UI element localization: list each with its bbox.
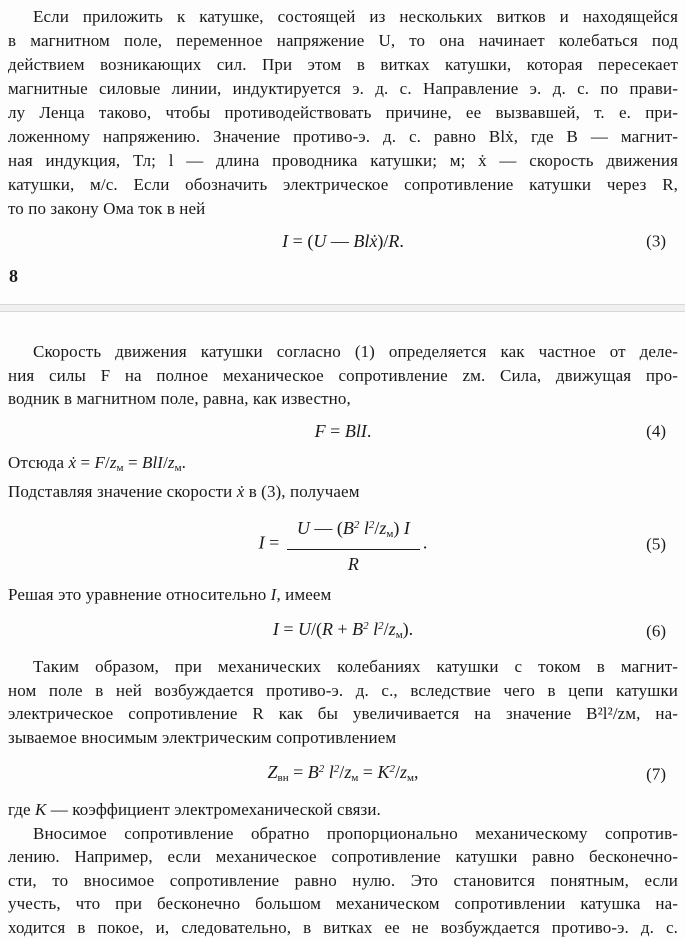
math-variable: Blẋ — [353, 231, 377, 251]
math-variable: BlI — [142, 453, 163, 472]
formula-5-number: (5) — [646, 536, 666, 553]
formula-3-number: (3) — [646, 233, 666, 250]
math-text: , имеем — [276, 585, 331, 604]
math-text: м — [396, 629, 403, 641]
formula-row-6 — [8, 613, 678, 648]
formula-4-number: (4) — [646, 422, 666, 439]
math-text: 2 — [369, 519, 375, 531]
math-variable: I — [404, 518, 410, 538]
math-text: / — [339, 762, 344, 782]
math-text: / — [395, 762, 400, 782]
math-variable: R — [348, 554, 359, 574]
math-variable: B — [343, 518, 354, 538]
math-text: = — [279, 619, 298, 639]
math-text: + — [333, 619, 352, 639]
text-line: ном поле в ней возбуждается противо-э. д. с., вследствие чего в цепи катушки — [8, 679, 678, 703]
math-text: Отсюда — [8, 453, 68, 472]
math-text: )/ — [377, 231, 388, 251]
math-variable: Z — [268, 762, 278, 782]
page-number: 8 — [9, 266, 678, 287]
text-line: ложенному напряжению. Значение противо-э. д. с. равно Blẋ, где B — магнит- — [8, 125, 678, 149]
fraction — [287, 512, 420, 577]
math-variable: BlI — [345, 421, 367, 441]
math-variable: ẋ — [68, 453, 76, 472]
math-text: ). — [403, 619, 414, 639]
text-line: лу Ленца таково, чтобы противодействовать причине, ее вызвавшей, т. е. при- — [8, 101, 678, 125]
text-line: ния силы F на полное механическое сопротивление zм. Сила, движущая про- — [8, 364, 678, 388]
formula-5 — [259, 512, 428, 577]
formula-row-4 — [8, 418, 678, 444]
text-line-gde-k — [8, 798, 678, 822]
math-variable: z — [389, 619, 396, 639]
math-variable: I — [259, 532, 265, 552]
math-text: = — [358, 762, 377, 782]
math-text: — ( — [310, 518, 343, 538]
math-variable: F — [95, 453, 105, 472]
math-text: / — [384, 619, 389, 639]
formula-7 — [268, 756, 419, 791]
text-line: электрическое сопротивление R как бы увеличивается на значение B²l²/zм, на- — [8, 702, 678, 726]
math-text: = — [124, 453, 142, 472]
text-line: то по закону Ома ток в ней — [8, 197, 678, 221]
math-variable: z — [400, 762, 407, 782]
text-line: зываемое вносимым электрическим сопротивлением — [8, 726, 678, 750]
math-text: м — [175, 462, 182, 474]
text-line-otsyuda — [8, 451, 678, 481]
math-variable: z — [168, 453, 175, 472]
math-text: — коэффициент электромеханической связи. — [46, 800, 380, 819]
formula-4 — [315, 418, 372, 444]
math-variable: I — [282, 231, 288, 251]
math-variable: I — [273, 619, 279, 639]
fraction-denominator — [287, 550, 420, 577]
text-line: действием возникающих сил. При этом в витках катушки, которая пересекает — [8, 53, 678, 77]
text-line: сти, то вносимое сопротивление равно нулю. Это становится понятным, если — [8, 869, 678, 893]
math-text: = — [326, 421, 345, 441]
text-line: учесть, что при бесконечно большом механическом сопротивлении катушка на- — [8, 892, 678, 916]
math-text: Подставляя значение скорости — [8, 482, 237, 501]
paragraph-intro — [8, 5, 678, 221]
math-variable: R — [322, 619, 333, 639]
math-variable: l — [373, 619, 378, 639]
math-variable: l — [329, 762, 334, 782]
math-variable: B — [352, 619, 363, 639]
math-text: 2 — [319, 763, 325, 775]
math-text: м — [386, 528, 393, 540]
math-text: . — [423, 532, 428, 552]
math-variable: z — [379, 518, 386, 538]
math-variable: U — [313, 231, 326, 251]
formula-row-7 — [8, 756, 678, 791]
paragraph-takim-obrazom — [8, 655, 678, 749]
text-line: Скорость движения катушки согласно (1) определяется как частное от деле- — [8, 340, 678, 364]
math-variable: ẋ — [237, 482, 245, 501]
text-line: Вносимое сопротивление обратно пропорционально механическому сопротив- — [8, 822, 678, 846]
fraction-numerator — [287, 512, 420, 550]
math-text: . — [367, 421, 372, 441]
math-text: м — [407, 772, 414, 784]
math-variable: z — [344, 762, 351, 782]
math-text: — — [326, 231, 353, 251]
paragraph-vnosimoe — [8, 822, 678, 939]
math-variable: l — [364, 518, 369, 538]
math-text: 2 — [389, 763, 395, 775]
math-text: в (3), получаем — [244, 482, 359, 501]
text-line: в магнитном поле, переменное напряжение U, то она начинает колебаться под — [8, 29, 678, 53]
formula-7-number: (7) — [646, 765, 666, 782]
math-text: м — [351, 772, 358, 784]
text-line: ходится в покое, и, следовательно, в витках ее не возбуждается противо-э. д. с. — [8, 916, 678, 939]
math-text: ) — [393, 518, 404, 538]
math-variable: I — [271, 585, 277, 604]
math-text: / — [105, 453, 110, 472]
text-line: Если приложить к катушке, состоящей из нескольких витков и находящейся — [8, 5, 678, 29]
text-line: водник в магнитном поле, равна, как известно, — [8, 387, 678, 411]
math-text: = — [289, 762, 308, 782]
math-text: 2 — [378, 620, 384, 632]
math-text: 2 — [363, 620, 369, 632]
math-text: = ( — [288, 231, 313, 251]
formula-5-lhs — [259, 532, 284, 552]
math-text: / — [374, 518, 379, 538]
math-variable: K — [35, 800, 46, 819]
text-line-reshaya — [8, 583, 678, 607]
math-text: вн — [278, 772, 289, 784]
text-line: катушки, м/с. Если обозначить электрическое сопротивление катушки через R, — [8, 173, 678, 197]
math-variable: K — [377, 762, 389, 782]
text-line-podstavlyaya — [8, 480, 678, 504]
formula-6 — [273, 613, 413, 648]
math-text: , — [414, 762, 419, 782]
formula-6-number: (6) — [646, 622, 666, 639]
formula-row-5 — [8, 512, 678, 577]
paragraph-speed — [8, 340, 678, 411]
formula-3 — [282, 228, 404, 254]
math-text: 2 — [354, 519, 360, 531]
math-text: = — [265, 532, 284, 552]
math-variable: B — [308, 762, 319, 782]
formula-5-tail — [423, 532, 428, 552]
text-line: ная индукция, Тл; l — длина проводника катушки; м; ẋ — скорость движения — [8, 149, 678, 173]
math-variable: R — [388, 231, 399, 251]
text-line: магнитные силовые линии, индуктируется э. д. с. Направление э. д. с. по прави- — [8, 77, 678, 101]
formula-row-3 — [8, 228, 678, 254]
math-text: Решая это уравнение относительно — [8, 585, 271, 604]
page-divider — [0, 304, 685, 312]
text-line: Таким образом, при механических колебаниях катушки с током в магнит- — [8, 655, 678, 679]
math-variable: U — [297, 518, 310, 538]
math-text: 2 — [334, 763, 340, 775]
page-bottom-section — [0, 312, 685, 939]
math-text: = — [76, 453, 94, 472]
page-top-section — [0, 0, 685, 287]
text-line: лению. Например, если механическое сопротивление катушки равно бесконечно- — [8, 845, 678, 869]
math-variable: F — [315, 421, 326, 441]
math-text: м — [117, 462, 124, 474]
math-variable: z — [110, 453, 117, 472]
math-variable: U — [298, 619, 311, 639]
math-text: /( — [311, 619, 322, 639]
math-text: / — [163, 453, 168, 472]
math-text: . — [399, 231, 404, 251]
math-text: где — [8, 800, 35, 819]
math-text: . — [182, 453, 186, 472]
